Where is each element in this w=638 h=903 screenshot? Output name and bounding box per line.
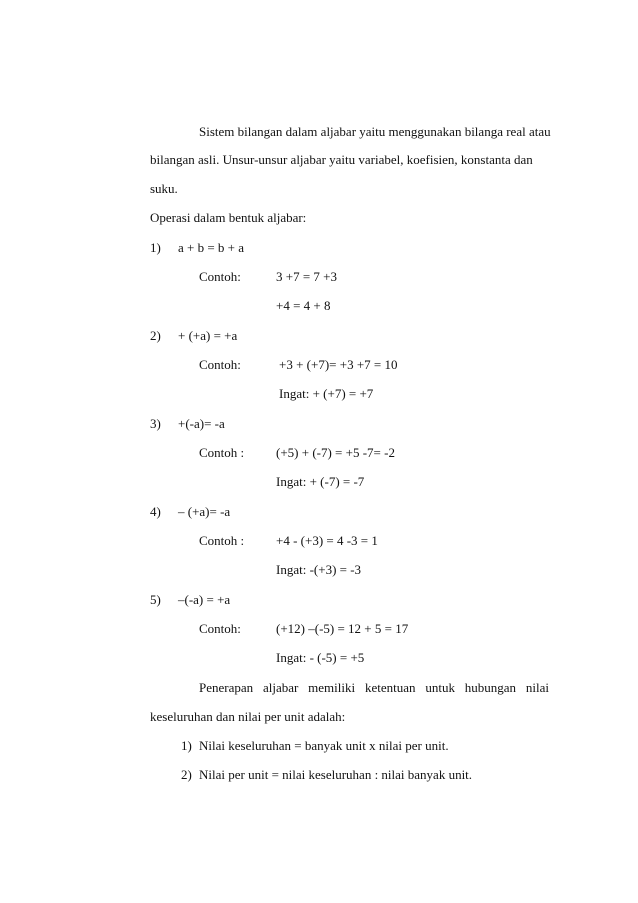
formula-2-number: 2)	[181, 767, 192, 782]
rule-2-example: +3 + (+7)= +3 +7 = 10	[279, 357, 398, 372]
rule-1-text: a + b = b + a	[178, 240, 245, 255]
rule-5-extra: Ingat: - (-5) = +5	[276, 650, 365, 665]
rule-2-extra: Ingat: + (+7) = +7	[279, 386, 374, 401]
rule-3-number: 3)	[150, 416, 161, 431]
rule-5-text: –(-a) = +a	[178, 592, 231, 607]
formula-2-text: Nilai per unit = nilai keseluruhan : nilai banyak unit.	[199, 767, 473, 782]
intro-line-2: bilangan asli. Unsur-unsur aljabar yaitu variabel, koefisien, konstanta dan	[150, 152, 533, 167]
application-line-1: Penerapan aljabar memiliki ketentuan untuk hubungan nilai	[199, 680, 549, 695]
rule-3-text: +(-a)= -a	[178, 416, 225, 431]
formula-1-number: 1)	[181, 738, 192, 753]
rule-2-number: 2)	[150, 328, 161, 343]
rule-1-number: 1)	[150, 240, 161, 255]
rule-1-example-label: Contoh:	[199, 269, 241, 284]
rule-4-example-label: Contoh :	[199, 533, 245, 548]
rule-4-extra: Ingat: -(+3) = -3	[276, 562, 362, 577]
rule-3-extra: Ingat: + (-7) = -7	[276, 474, 365, 489]
rule-3-example: (+5) + (-7) = +5 -7= -2	[276, 445, 395, 460]
rule-2-text: + (+a) = +a	[178, 328, 238, 343]
rule-1-example: 3 +7 = 7 +3	[276, 269, 337, 284]
application-line-2: keseluruhan dan nilai per unit adalah:	[150, 709, 346, 724]
rule-5-number: 5)	[150, 592, 161, 607]
intro-line-3: suku.	[150, 181, 178, 196]
rule-4-number: 4)	[150, 504, 161, 519]
operations-heading: Operasi dalam bentuk aljabar:	[150, 210, 307, 225]
rule-4-text: – (+a)= -a	[178, 504, 231, 519]
rule-4-example: +4 - (+3) = 4 -3 = 1	[276, 533, 378, 548]
rule-5-example-label: Contoh:	[199, 621, 241, 636]
rule-3-example-label: Contoh :	[199, 445, 245, 460]
rule-2-example-label: Contoh:	[199, 357, 241, 372]
intro-line-1: Sistem bilangan dalam aljabar yaitu menggunakan bilanga real atau	[199, 124, 551, 139]
rule-5-example: (+12) –(-5) = 12 + 5 = 17	[276, 621, 409, 636]
formula-1-text: Nilai keseluruhan = banyak unit x nilai per unit.	[199, 738, 449, 753]
rule-1-extra: +4 = 4 + 8	[276, 298, 331, 313]
